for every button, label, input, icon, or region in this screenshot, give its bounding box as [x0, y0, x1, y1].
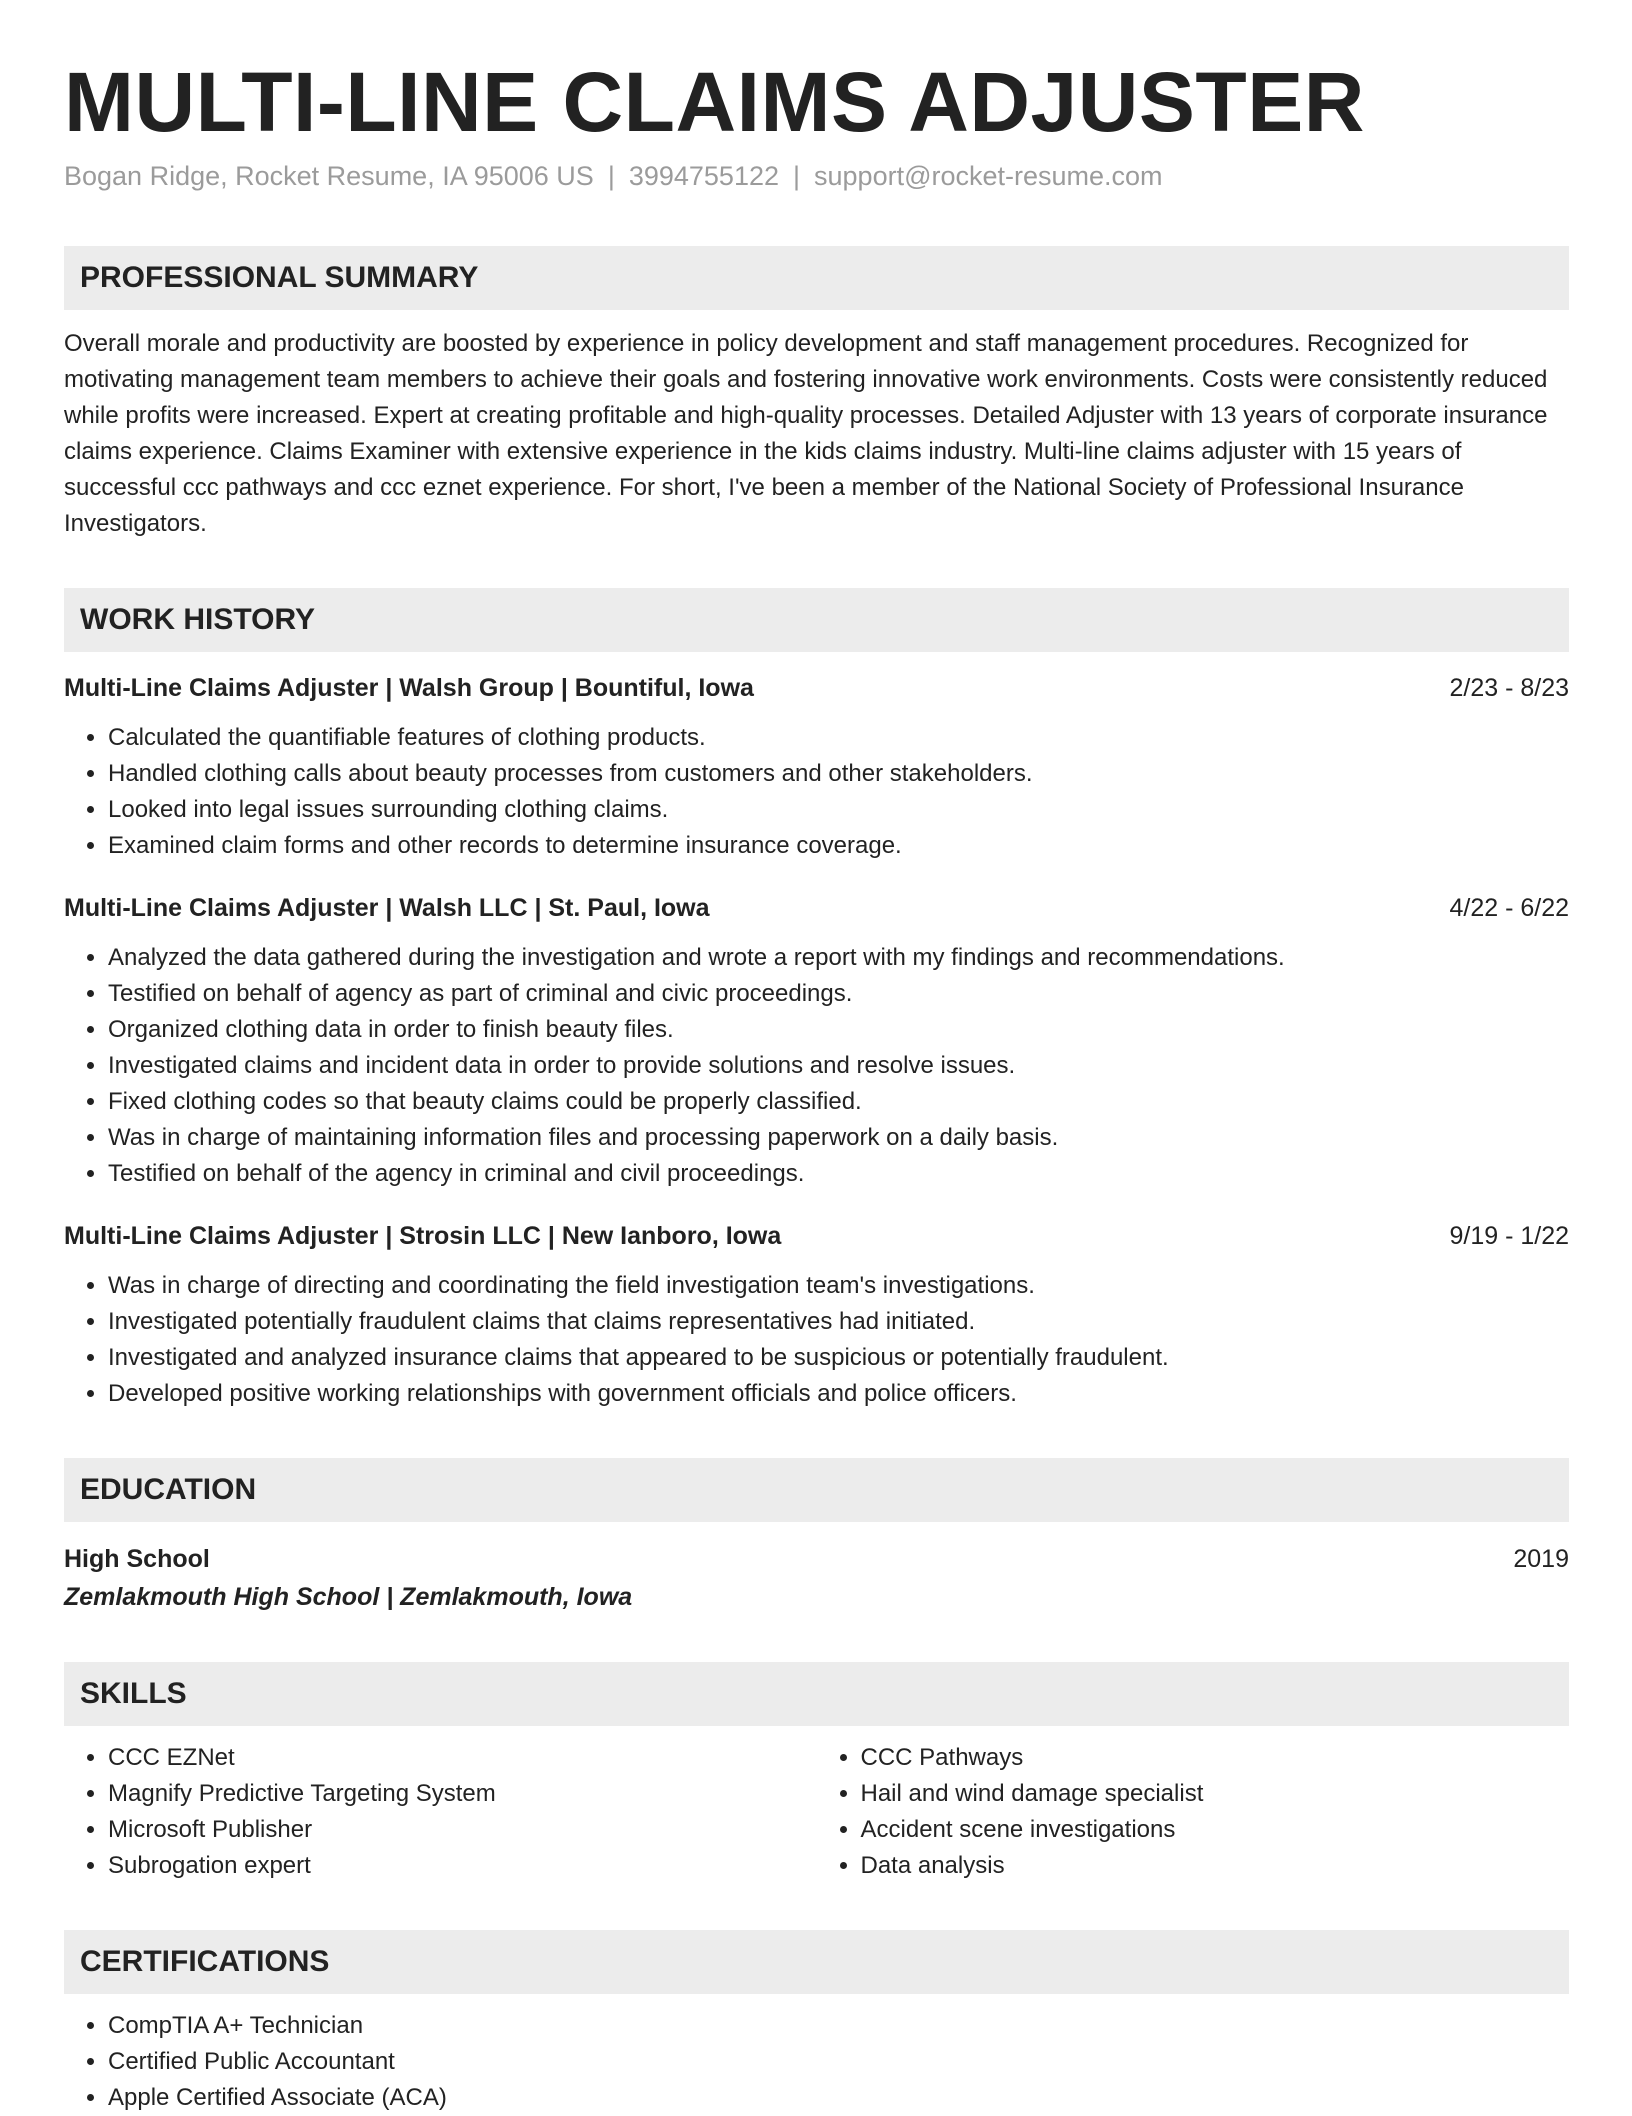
list-item: • Hail and wind damage specialist: [861, 1776, 1570, 1812]
list-item: • Testified on behalf of the agency in criminal and civil proceedings.: [108, 1156, 1569, 1192]
contact-separator: |: [607, 161, 615, 191]
job-header: [64, 890, 1569, 926]
job-dates: 4/22 - 6/22: [1449, 894, 1569, 922]
list-item: • Was in charge of maintaining information files and processing paperwork on a daily basis.: [108, 1120, 1569, 1156]
list-item: • Was in charge of directing and coordinating the field investigation team's investigations.: [108, 1268, 1569, 1304]
section-header-work-history: WORK HISTORY: [64, 588, 1569, 652]
job-header: [64, 1218, 1569, 1254]
education-school: Zemlakmouth High School | Zemlakmouth, Iowa: [64, 1583, 633, 1611]
list-item: • Accident scene investigations: [861, 1812, 1570, 1848]
summary-text: Overall morale and productivity are boosted by experience in policy development and staff management procedures. Recognized for motivating management team members to achieve their goals and fostering innovative work environments. Costs were consistently reduced while profits were increased. Expert at creating profitable and high-quality processes. Detailed Adjuster with 13 years of corporate insurance claims experience. Claims Examiner with extensive experience in the kids claims industry. Multi-line claims adjuster with 15 years of successful ccc pathways and ccc eznet experience. For short, I've been a member of the National Society of Professional Insurance Investigators.: [64, 330, 1548, 537]
certifications-list: [64, 2008, 1569, 2116]
list-item: • CCC Pathways: [861, 1740, 1570, 1776]
list-item: • Data analysis: [861, 1848, 1570, 1884]
contact-address: Bogan Ridge, Rocket Resume, IA 95006 US: [64, 161, 594, 191]
list-item: • Developed positive working relationships with government officials and police officers.: [108, 1376, 1569, 1412]
job-bullets: [64, 1268, 1569, 1412]
list-item: • Investigated potentially fraudulent claims that claims representatives had initiated.: [108, 1304, 1569, 1340]
job-bullets: [64, 720, 1569, 864]
list-item: • CompTIA A+ Technician: [108, 2008, 1569, 2044]
list-item: • Microsoft Publisher: [108, 1812, 817, 1848]
list-item: • Looked into legal issues surrounding clothing claims.: [108, 792, 1569, 828]
list-item: • Testified on behalf of agency as part of criminal and civic proceedings.: [108, 976, 1569, 1012]
job-title: Multi-Line Claims Adjuster | Strosin LLC | New Ianboro, Iowa: [64, 1222, 782, 1250]
resume-title: MULTI-LINE CLAIMS ADJUSTER: [64, 55, 1365, 149]
list-item: • Examined claim forms and other records to determine insurance coverage.: [108, 828, 1569, 864]
contact-line: [64, 156, 1569, 196]
job-dates: 9/19 - 1/22: [1449, 1222, 1569, 1250]
education-entry: [64, 1540, 1569, 1616]
list-item: • Investigated claims and incident data in order to provide solutions and resolve issues.: [108, 1048, 1569, 1084]
list-item: • Analyzed the data gathered during the investigation and wrote a report with my findings and recommendations.: [108, 940, 1569, 976]
list-item: • Magnify Predictive Targeting System: [108, 1776, 817, 1812]
list-item: • CCC EZNet: [108, 1740, 817, 1776]
contact-phone: 3994755122: [628, 161, 779, 191]
section-header-skills: SKILLS: [64, 1662, 1569, 1726]
section-header-certifications: CERTIFICATIONS: [64, 1930, 1569, 1994]
section-header-summary: PROFESSIONAL SUMMARY: [64, 246, 1569, 310]
skills-columns: [64, 1740, 1569, 1884]
education-header: [64, 1540, 1569, 1578]
list-item: • Organized clothing data in order to finish beauty files.: [108, 1012, 1569, 1048]
list-item: • Calculated the quantifiable features of clothing products.: [108, 720, 1569, 756]
job-entry: [64, 1218, 1569, 1412]
list-item: • Fixed clothing codes so that beauty claims could be properly classified.: [108, 1084, 1569, 1120]
job-dates: 2/23 - 8/23: [1449, 674, 1569, 702]
education-year: 2019: [1513, 1545, 1569, 1573]
job-entry: [64, 890, 1569, 1192]
skills-right-column: [817, 1740, 1570, 1884]
contact-email: support@rocket-resume.com: [814, 161, 1163, 191]
list-item: • Investigated and analyzed insurance claims that appeared to be suspicious or potentially fraudulent.: [108, 1340, 1569, 1376]
job-header: [64, 670, 1569, 706]
list-item: • Subrogation expert: [108, 1848, 817, 1884]
section-header-education: EDUCATION: [64, 1458, 1569, 1522]
contact-separator: |: [793, 161, 801, 191]
list-item: • Apple Certified Associate (ACA): [108, 2080, 1569, 2116]
list-item: • Handled clothing calls about beauty processes from customers and other stakeholders.: [108, 756, 1569, 792]
list-item: • Certified Public Accountant: [108, 2044, 1569, 2080]
job-bullets: [64, 940, 1569, 1192]
education-degree: High School: [64, 1545, 210, 1573]
job-title: Multi-Line Claims Adjuster | Walsh Group | Bountiful, Iowa: [64, 674, 754, 702]
job-entry: [64, 670, 1569, 864]
job-title: Multi-Line Claims Adjuster | Walsh LLC | St. Paul, Iowa: [64, 894, 710, 922]
skills-left-column: [64, 1740, 817, 1884]
